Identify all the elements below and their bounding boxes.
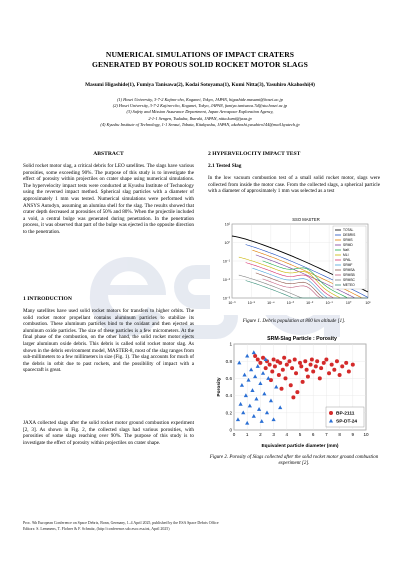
introduction-paragraph-2: JAXA collected slags after the solid rocket motor ground combustion experiment [2, 3]. As shown in Fig. 2, the collected slags had various porosities, with porosities of some slags reaching over 90%. The purpose of this study is to investigate the effect of porosity within projectiles on crater shape. — [23, 420, 194, 446]
chart-x-tick-label: 5 — [298, 432, 302, 437]
footer-editors: Editors: S. Lemmens, T. Flohrer & F. Schmitz, (http://conference.sdo.esoc.esa.int, April 2025) — [23, 526, 170, 531]
data-point-bp-2111 — [268, 363, 272, 367]
data-point-bp-2111 — [327, 371, 331, 375]
paper-title — [20, 50, 380, 70]
chart-x-tick-label: 7 — [325, 432, 328, 437]
data-point-bp-2111 — [298, 361, 302, 365]
chart-y-axis-ticks — [226, 342, 233, 433]
data-point-bp-2111 — [303, 359, 307, 363]
figure-1-legend-label: METEO — [343, 283, 355, 288]
section-2-heading: 2 HYPERVELOCITY IMPACT TEST — [208, 151, 301, 157]
figure-2-porosity-scatter — [212, 333, 380, 451]
data-point-bp-2111 — [330, 363, 334, 367]
data-point-bp-2111 — [351, 363, 355, 367]
data-point-bp-2111 — [306, 375, 310, 379]
data-point-bp-2111 — [318, 376, 322, 380]
chart-y-axis-label: Porosity — [217, 377, 222, 397]
chart-x-axis-label: Equivalent particle diameter (mm) — [261, 444, 339, 449]
abstract-heading: ABSTRACT — [93, 151, 124, 157]
chart-x-tick-label: 1 — [245, 432, 249, 437]
figure-1-x-tick: 10⁻⁶ — [228, 301, 236, 305]
figure-1-legend — [333, 226, 366, 289]
figure-1-legend-label: SRMD — [343, 243, 353, 248]
legend-marker-circle — [329, 411, 333, 415]
data-point-bp-2111 — [272, 357, 276, 361]
data-point-bp-2111 — [310, 357, 314, 361]
data-point-bp-2111 — [322, 361, 326, 365]
chart-y-tick-label: 0.4 — [225, 393, 232, 399]
chart-y-tick-label: 0.6 — [225, 376, 232, 381]
data-point-bp-2111 — [280, 387, 284, 391]
data-point-bp-2111 — [319, 366, 323, 370]
data-point-bp-2111 — [258, 361, 262, 365]
subsection-2-1-heading: 2.1 Tested Slag — [208, 163, 242, 169]
chart-x-tick-label: 2 — [259, 432, 262, 437]
legend-label: BP-2111 — [336, 411, 355, 417]
data-point-bp-2111 — [301, 380, 305, 384]
chart-x-tick-label: 6 — [311, 432, 315, 437]
footer-proceedings: Proc. 9th European Conference on Space Debris, Bonn, Germany, 1–4 April 2025, published by the ESA Space Debris Office — [23, 521, 219, 525]
data-point-bp-2111 — [270, 370, 274, 374]
authors: Masumi Higashide(1), Fumiya Tanisawa(2), Kodai Sotoyama(1), Kumi Nitta(3), Yasuhiro Akahoshi(4) — [85, 82, 315, 88]
chart-y-tick-label: 0.8 — [225, 358, 232, 364]
data-point-bp-2111 — [273, 364, 277, 368]
chart-x-tick-label: 9 — [351, 432, 355, 437]
abstract-text: Solid rocket motor slag, a critical debris for LEO satellites. The slags have various porosities, some exceeding 90%. The purpose of this study is to investigate the effect of porosity within projectiles on crater shape using numerical simulations. The hypervelocity impact tests were conducted at Kyushu Institute of Technology using the reversed impact method. Spherical slag particles with a diameter of approximately 1 mm was tested. Numerical simulations were performed with ANSYS Autodyn, assuming an alumina shell for the slag. The results showed that crater depth decreased at porosities of 50% and 80%. When the projectile included a void, a central bulge was generated during penetration. In the penetration process, it was observed that part of the bulge was ejected in the opposite direction to the penetration. — [23, 163, 194, 235]
figure-1-legend-label: SRMF — [343, 263, 353, 268]
data-point-bp-2111 — [285, 363, 289, 367]
affiliation-4: (4) Kyushu Institute of Technology, 1-1 Sensui, Tobata, Kitakyushu, JAPAN, akahoshi.yasuhiro144@mail.kyutech.jp — [100, 121, 300, 127]
data-point-bp-2111 — [315, 359, 319, 363]
figure-1-legend-label: SRMSC — [343, 278, 355, 283]
figure-1-y-tick: 10⁻² — [222, 278, 230, 282]
chart-x-tick-label: 8 — [338, 432, 341, 437]
affiliation-3: (3) Safety and Mission Assurance Department, Japan Aerospace Exploration Agency, — [126, 109, 274, 115]
figure-1-x-tick: 10⁻⁵ — [247, 301, 256, 305]
figure-1-title: SSO MASTER — [292, 217, 320, 222]
chart-x-tick-label: 0 — [232, 432, 236, 437]
data-point-bp-2111 — [332, 368, 336, 372]
figure-1-y-tick: 10¹ — [224, 222, 230, 227]
affiliation-3-address: 2-1-1 Sengen, Tsukuba, Ibaraki, JAPAN, nitta.kumi@jaxa.jp — [148, 115, 252, 121]
data-point-bp-2111 — [295, 390, 299, 394]
chart-x-axis-ticks — [233, 432, 369, 437]
data-point-bp-2111 — [256, 357, 260, 361]
data-point-bp-2111 — [253, 354, 257, 358]
data-point-bp-2111 — [291, 395, 295, 399]
figure-1-legend-label: MLI — [343, 253, 349, 258]
data-point-bp-2111 — [305, 368, 309, 372]
figure-1-legend-label: NaK — [343, 248, 350, 253]
data-point-bp-2111 — [324, 357, 328, 361]
data-point-bp-2111 — [294, 371, 298, 375]
figure-1-y-tick: 10⁻¹ — [222, 259, 230, 264]
introduction-paragraph-1: Many satellites have used solid rocket motors for transfers to higher orbits. The solid rocket motor propellant contains aluminum particles to stabilize its combustion. These aluminum particles bind to the oxidant and then ejected as aluminum oxide particles. The size of these particles is a few micrometers. At the final phase of the combustion, on the other hand, the solid rocket motor ejects larger aluminum oxide debris. This debris is called solid rocket motor slag. As shown in the debris environment model, MASTER-8, most of the slag ranges from sub-millimeters to a few millimeters in size (Fig. 1). The slag accounts for much of the debris in orbit due to past rockets, and the possibility of impact with a spacecraft is great. — [23, 308, 194, 374]
data-point-bp-2111 — [293, 357, 297, 361]
figure-1-x-tick: 10⁰ — [345, 301, 352, 305]
affiliations — [20, 97, 380, 128]
page-footer — [23, 521, 383, 532]
data-point-bp-2111 — [261, 356, 265, 360]
chart-y-tick-label: 1 — [229, 341, 232, 347]
data-point-bp-2111 — [314, 364, 318, 368]
data-point-bp-2111 — [347, 370, 351, 374]
figure-1-x-tick: 10⁻² — [306, 301, 314, 305]
figure-1-legend-label: SRMS — [343, 238, 353, 243]
chart-x-tick-label: 10 — [363, 432, 369, 437]
figure-1-x-tick: 10⁻⁴ — [267, 301, 275, 305]
chart-title: SRM-Slag Particle : Porosity — [267, 336, 337, 342]
data-point-bp-2111 — [283, 376, 287, 380]
data-point-bp-2111 — [278, 361, 282, 365]
affiliation-2: (2) Hosei University, 3-7-2 Kajino-cho, Koganei, Tokyo, JAPAN, fumiya.tanisawa.7d@stu.hosei.ac.jp — [112, 103, 288, 109]
data-point-bp-2111 — [340, 364, 344, 368]
data-point-bp-2111 — [311, 370, 315, 374]
data-point-bp-2111 — [299, 364, 303, 368]
figure-1-caption: Figure 1. Debris population at 800 km altitude [1]. — [242, 319, 346, 324]
data-point-bp-2111 — [281, 368, 285, 372]
chart-legend — [326, 407, 364, 427]
figure-1-legend-label: SRMSA — [343, 268, 355, 273]
section-2-1-text: In the low vacuum combustion test of a small solid rocket motor, slags were collected from inside the motor case. From the collected slags, a spherical particle with a diameter of approximately 1 mm was selected as a test — [208, 175, 380, 195]
figure-1-x-tick: 10⁻³ — [286, 301, 294, 305]
introduction-heading: 1 INTRODUCTION — [23, 296, 72, 302]
data-point-bp-2111 — [287, 359, 291, 363]
data-point-bp-2111 — [290, 366, 294, 370]
figure-1-legend-label: TOTAL — [343, 228, 354, 233]
figure-1-x-tick: 10¹ — [365, 301, 371, 305]
data-point-bp-2111 — [289, 383, 293, 387]
title-line-2: GENERATED BY POROUS SOLID ROCKET MOTOR SLAGS — [92, 60, 308, 69]
figure-1-legend-label: DEBRIS — [343, 233, 356, 238]
figure-1-legend-label: SPAL — [343, 258, 352, 263]
chart-y-tick-label: 0 — [229, 427, 232, 433]
figure-1-x-tick: 10⁻¹ — [325, 301, 333, 305]
data-point-bp-2111 — [335, 359, 339, 363]
chart-x-tick-label: 4 — [285, 432, 289, 437]
figure-1-legend-label: SRMSB — [343, 273, 355, 278]
data-point-bp-2111 — [309, 363, 313, 367]
data-point-bp-2111 — [264, 366, 268, 370]
data-point-bp-2111 — [344, 361, 348, 365]
legend-label: SP-DT-24 — [336, 419, 358, 425]
data-point-bp-2111 — [338, 373, 342, 377]
title-line-1: NUMERICAL SIMULATIONS OF IMPACT CRATERS — [105, 50, 295, 59]
data-point-bp-2111 — [282, 356, 286, 360]
data-point-bp-2111 — [277, 373, 281, 377]
figure-1-y-tick: 10⁰ — [224, 241, 230, 245]
chart-y-tick-label: 0.2 — [225, 410, 232, 416]
affiliation-1: (1) Hosei University, 3-7-2 Kajino-cho, Koganei, Tokyo, JAPAN, higashide.masumi@hosei.ac.jp — [117, 97, 283, 102]
chart-x-tick-label: 3 — [272, 432, 275, 437]
figure-1-y-tick: 10⁻³ — [222, 296, 230, 301]
figure-1-debris-population-plot — [210, 215, 380, 315]
figure-2-caption: Figure 2. Porosity of Slags collected after the solid rocket motor ground combustion experiment [2]. — [209, 455, 379, 467]
